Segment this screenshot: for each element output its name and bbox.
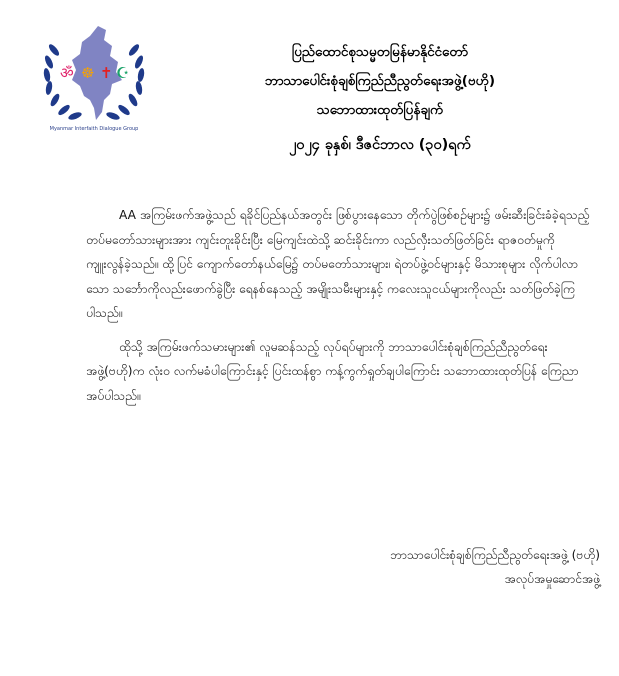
header-line-2: ဘာသာပေါင်းစုံချစ်ကြည်ညီညွတ်ရေးအဖွဲ့(ဗဟို) bbox=[264, 73, 495, 89]
crescent-star-icon: ☪ bbox=[116, 64, 130, 82]
header-line-1: ပြည်ထောင်စုသမ္မတမြန်မာနိုင်ငံတော် bbox=[291, 44, 469, 60]
signature-block bbox=[280, 543, 600, 591]
logo-caption: Myanmar Interfaith Dialogue Group bbox=[49, 126, 139, 132]
signature-line-2: အလုပ်အမှုဆောင်အဖွဲ့ bbox=[504, 572, 600, 586]
cross-icon: ✝ bbox=[100, 64, 113, 82]
myanmar-map-shape bbox=[72, 26, 122, 120]
logo-emblem bbox=[32, 20, 156, 130]
header-date: ၂၀၂၄ ခုနှစ်၊ ဒီဇင်ဘာလ (၃၀)ရက် bbox=[289, 137, 471, 153]
statement-body bbox=[86, 203, 591, 417]
header-line-3: သဘောထားထုတ်ပြန်ချက် bbox=[316, 102, 444, 118]
paragraph-1: AA အကြမ်းဖက်အဖွဲ့သည် ရခိုင်ပြည်နယ်အတွင်း ဖြစ်ပွားနေသော တိုက်ပွဲဖြစ်စဉ်များ၌ ဖမ်းဆီးခြင်းခံခဲ့ရသည့် တပ်မတော်သားများအား ကျင်းတူးခိုင်းပြီး မြေကျင်းထဲသို့ ဆင်းခိုင်းကာ လည်လှီးသတ်ဖြတ်ခြင်း ရာဇဝတ်မှုကို ကျူးလွန်ခဲ့သည်။ ထို့ပြင် ကျောက်တော်နယ်မြေ၌ တပ်မတော်သားများ၊ ရဲတပ်ဖွဲ့ဝင်များနှင့် မိသားစုများ လိုက်ပါလာသော သင်္ဘောကိုလည်းဖောက်ခွဲပြီး ရေနစ်နေသည့် အမျိုးသမီးများနှင့် ကလေးသူငယ်များကိုလည်း သတ်ဖြတ်ခဲ့ကြပါသည်။ bbox=[86, 208, 590, 320]
paragraph-2: ထိုသို့ အကြမ်းဖက်သမားများ၏ လူမဆန်သည့် လုပ်ရပ်များကို ဘာသာပေါင်းစုံချစ်ကြည်ညီညွတ်ရေးအဖွဲ့(ဗဟို)က လုံးဝ လက်မခံပါကြောင်းနှင့် ပြင်းထန်စွာ ကန့်ကွက်ရှုတ်ချပါကြောင်း သဘောထားထုတ်ပြန် ကြေညာအပ်ပါသည်။ bbox=[86, 339, 579, 403]
document-header bbox=[160, 38, 600, 160]
om-symbol-icon: ॐ bbox=[60, 64, 74, 82]
signature-line-1: ဘာသာပေါင်းစုံချစ်ကြည်ညီညွတ်ရေးအဖွဲ့ (ဗဟို) bbox=[390, 548, 600, 562]
dharma-wheel-icon: ☸ bbox=[81, 64, 95, 82]
interfaith-group-logo bbox=[32, 20, 156, 148]
